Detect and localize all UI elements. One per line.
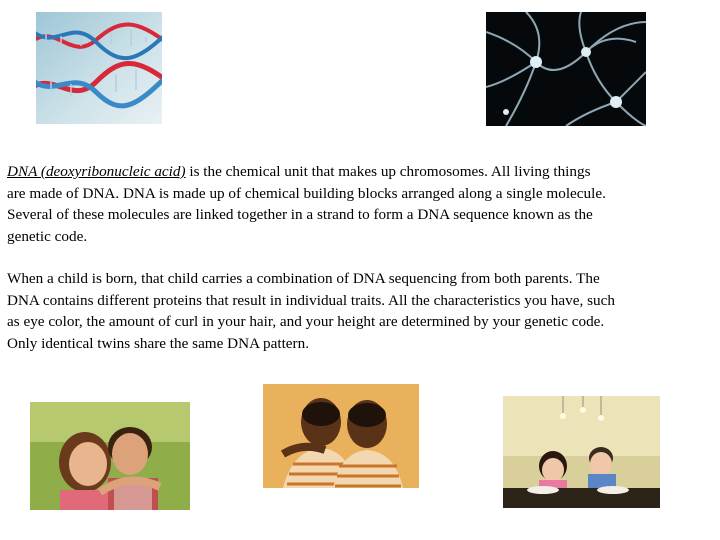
dna-definition-paragraph [7,161,719,248]
neuron-network-image [486,12,646,126]
dna-term: DNA (deoxyribonucleic acid) [7,163,186,180]
paragraph-line: genetic code. [7,228,88,246]
hugging-children-image [30,402,190,510]
inheritance-paragraph [7,268,719,355]
paragraph-line: as eye color, the amount of curl in your hair, and your height are determined by your genetic code. [7,313,605,331]
toddlers-at-table-image [503,396,660,508]
paragraph-line: DNA contains different proteins that result in individual traits. All the characteristics you have, such [7,291,615,309]
paragraph-line: Only identical twins share the same DNA pattern. [7,335,309,353]
dna-helix-image [36,12,162,124]
paragraph-line: DNA (deoxyribonucleic acid) is the chemical unit that makes up chromosomes. All living things [7,163,591,180]
paragraph-line: Several of these molecules are linked together in a strand to form a DNA sequence known as the [7,206,593,224]
identical-twins-image [263,384,419,488]
paragraph-line: are made of DNA. DNA is made up of chemical building blocks arranged along a single molecule. [7,184,606,202]
paragraph-line: When a child is born, that child carries a combination of DNA sequencing from both parents. The [7,270,600,287]
